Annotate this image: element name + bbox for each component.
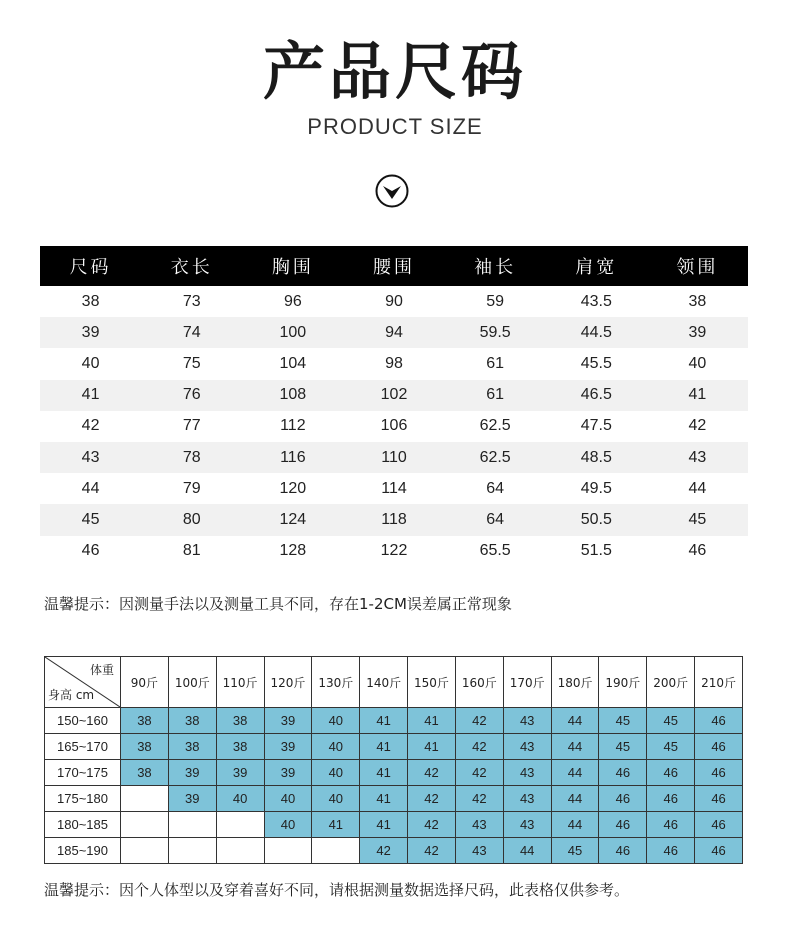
size-table-cell: 48.5 xyxy=(546,442,647,473)
recommended-size-cell: 38 xyxy=(168,708,216,734)
size-table-cell: 77 xyxy=(182,417,201,435)
recommended-size-cell: 40 xyxy=(312,786,360,812)
header-sleeve: 袖长 xyxy=(445,246,546,286)
size-table-cell: 100 xyxy=(242,317,343,348)
size-table-cell: 44.5 xyxy=(546,317,647,348)
size-table-row xyxy=(40,473,748,504)
weight-header-cell: 100斤 xyxy=(168,657,216,708)
recommended-size-cell: 40 xyxy=(312,760,360,786)
recommended-size-cell xyxy=(168,812,216,838)
recommended-size-cell: 41 xyxy=(408,708,456,734)
size-table-cell: 102 xyxy=(343,380,444,411)
recommended-size-cell: 40 xyxy=(264,786,312,812)
size-table-cell: 45 xyxy=(40,504,141,535)
recommended-size-cell xyxy=(216,838,264,864)
size-table-cell: 98 xyxy=(385,354,403,372)
size-table-cell: 62.5 xyxy=(445,442,546,473)
weight-header-cell: 170斤 xyxy=(503,657,551,708)
recommended-size-cell: 41 xyxy=(360,786,408,812)
recommended-size-cell: 42 xyxy=(455,708,503,734)
size-table-cell: 94 xyxy=(343,317,444,348)
recommended-size-cell: 38 xyxy=(216,708,264,734)
size-table-cell: 75 xyxy=(182,354,201,372)
recommended-size-cell: 43 xyxy=(503,734,551,760)
recommended-size-cell: 41 xyxy=(360,734,408,760)
recommended-size-cell: 46 xyxy=(695,838,743,864)
recommended-size-cell: 46 xyxy=(647,812,695,838)
recommended-size-cell: 39 xyxy=(264,708,312,734)
recommended-size-cell: 46 xyxy=(695,708,743,734)
recommended-size-cell xyxy=(168,838,216,864)
recommended-size-cell: 45 xyxy=(647,734,695,760)
recommended-size-cell: 41 xyxy=(312,812,360,838)
recommended-size-cell: 46 xyxy=(695,734,743,760)
recommendation-table-body xyxy=(45,657,743,864)
recommended-size-cell: 40 xyxy=(312,708,360,734)
height-range-cell: 165~170 xyxy=(45,734,121,760)
header-chest: 胸围 xyxy=(242,246,343,286)
size-table-cell: 124 xyxy=(242,504,343,535)
recommended-size-cell: 43 xyxy=(503,786,551,812)
size-table-cell: 81 xyxy=(182,542,201,560)
recommended-size-cell: 46 xyxy=(695,786,743,812)
height-range-cell: 175~180 xyxy=(45,786,121,812)
size-table-cell: 43 xyxy=(40,442,141,473)
recommended-size-cell: 46 xyxy=(599,786,647,812)
size-table-cell: 59.5 xyxy=(445,317,546,348)
weight-header-cell: 120斤 xyxy=(264,657,312,708)
size-chart-table xyxy=(40,246,748,567)
weight-header-cell: 210斤 xyxy=(695,657,743,708)
chevron-down-circle-icon xyxy=(375,174,409,208)
recommended-size-cell: 44 xyxy=(551,734,599,760)
size-table-cell: 96 xyxy=(283,292,302,310)
weight-header-cell: 180斤 xyxy=(551,657,599,708)
size-table-cell: 116 xyxy=(242,442,343,473)
size-table-cell: 112 xyxy=(280,417,306,435)
recommended-size-cell: 46 xyxy=(695,812,743,838)
size-table-cell: 43.5 xyxy=(580,292,612,310)
size-table-row xyxy=(40,317,748,348)
size-table-row xyxy=(40,286,748,317)
size-table-cell: 40 xyxy=(81,354,100,372)
size-table-cell: 42 xyxy=(688,417,707,435)
size-table-cell: 76 xyxy=(141,380,242,411)
weight-header-cell: 90斤 xyxy=(121,657,169,708)
size-table-cell: 46 xyxy=(81,542,100,560)
recommended-size-cell: 41 xyxy=(408,734,456,760)
recommended-size-cell: 42 xyxy=(408,786,456,812)
size-table-cell: 120 xyxy=(279,479,307,497)
size-table-cell: 64 xyxy=(486,479,505,497)
size-table-row xyxy=(40,411,748,442)
weight-header-cell: 140斤 xyxy=(360,657,408,708)
size-table-cell: 50.5 xyxy=(546,504,647,535)
recommended-size-cell: 38 xyxy=(168,734,216,760)
size-table-cell: 40 xyxy=(688,354,707,372)
size-table-cell: 43 xyxy=(647,442,748,473)
recommended-size-cell: 41 xyxy=(360,708,408,734)
size-table-cell: 45.5 xyxy=(580,354,612,372)
size-table-cell: 44 xyxy=(688,479,707,497)
size-table-cell: 114 xyxy=(381,479,407,497)
recommended-size-cell: 46 xyxy=(695,760,743,786)
recommended-size-cell: 42 xyxy=(455,760,503,786)
recommended-size-cell: 46 xyxy=(647,838,695,864)
header-size: 尺码 xyxy=(40,246,141,286)
size-recommendation-table xyxy=(44,656,743,864)
recommended-size-cell xyxy=(312,838,360,864)
weight-header-cell: 150斤 xyxy=(408,657,456,708)
size-table-cell: 80 xyxy=(141,504,242,535)
recommended-size-cell: 39 xyxy=(264,760,312,786)
recommended-size-cell: 44 xyxy=(551,786,599,812)
recommended-size-cell: 44 xyxy=(551,708,599,734)
size-table-cell: 79 xyxy=(182,479,201,497)
height-row xyxy=(45,760,743,786)
height-row xyxy=(45,734,743,760)
size-table-cell: 39 xyxy=(647,317,748,348)
page-title: 产品尺码 xyxy=(262,35,527,108)
recommended-size-cell: 46 xyxy=(599,760,647,786)
weight-header-row xyxy=(45,657,743,708)
recommended-size-cell xyxy=(264,838,312,864)
size-table-cell: 41 xyxy=(647,380,748,411)
recommended-size-cell: 43 xyxy=(503,760,551,786)
recommended-size-cell: 43 xyxy=(503,812,551,838)
size-table-header xyxy=(40,246,748,286)
header-collar: 领围 xyxy=(647,246,748,286)
size-table-row xyxy=(40,380,748,411)
recommended-size-cell: 39 xyxy=(168,760,216,786)
recommended-size-cell: 38 xyxy=(121,734,169,760)
recommended-size-cell: 40 xyxy=(312,734,360,760)
size-table-cell: 47.5 xyxy=(580,417,612,435)
size-table-cell: 110 xyxy=(343,442,444,473)
size-table-cell: 49.5 xyxy=(580,479,612,497)
recommended-size-cell: 46 xyxy=(599,838,647,864)
size-table-cell: 74 xyxy=(141,317,242,348)
recommended-size-cell: 44 xyxy=(503,838,551,864)
size-table-cell: 90 xyxy=(385,292,403,310)
recommended-size-cell: 46 xyxy=(647,760,695,786)
recommended-size-cell: 46 xyxy=(647,786,695,812)
recommended-size-cell: 44 xyxy=(551,760,599,786)
header-shoulder: 肩宽 xyxy=(546,246,647,286)
size-table-cell: 78 xyxy=(141,442,242,473)
recommended-size-cell: 46 xyxy=(599,812,647,838)
table-corner-cell xyxy=(45,657,121,708)
height-range-cell: 180~185 xyxy=(45,812,121,838)
recommended-size-cell: 45 xyxy=(599,708,647,734)
size-table-row xyxy=(40,504,748,535)
recommended-size-cell: 45 xyxy=(551,838,599,864)
weight-header-cell: 190斤 xyxy=(599,657,647,708)
recommended-size-cell: 39 xyxy=(216,760,264,786)
size-table-body xyxy=(40,286,748,567)
size-table-cell: 73 xyxy=(182,292,201,310)
recommended-size-cell: 38 xyxy=(121,760,169,786)
height-row xyxy=(45,812,743,838)
size-table-cell: 104 xyxy=(279,354,307,372)
reference-note: 温馨提示：因个人体型以及穿着喜好不同，请根据测量数据选择尺码，此表格仅供参考。 xyxy=(44,881,630,899)
size-table-cell: 64 xyxy=(445,504,546,535)
recommended-size-cell: 42 xyxy=(455,786,503,812)
height-row xyxy=(45,708,743,734)
recommended-size-cell: 39 xyxy=(168,786,216,812)
recommended-size-cell: 43 xyxy=(455,838,503,864)
size-table-cell: 44 xyxy=(81,479,100,497)
recommended-size-cell xyxy=(121,812,169,838)
size-table-row xyxy=(40,442,748,473)
recommended-size-cell: 43 xyxy=(455,812,503,838)
weight-header-cell: 160斤 xyxy=(455,657,503,708)
size-table-cell: 108 xyxy=(242,380,343,411)
recommended-size-cell: 43 xyxy=(503,708,551,734)
size-table-row xyxy=(40,536,748,567)
recommended-size-cell xyxy=(121,786,169,812)
recommended-size-cell: 45 xyxy=(599,734,647,760)
size-table-cell: 128 xyxy=(279,542,307,560)
recommended-size-cell xyxy=(216,812,264,838)
height-axis-label: 身高 cm xyxy=(48,688,95,702)
recommended-size-cell: 41 xyxy=(360,812,408,838)
recommended-size-cell: 45 xyxy=(647,708,695,734)
size-table-cell: 42 xyxy=(81,417,100,435)
recommended-size-cell: 38 xyxy=(121,708,169,734)
size-table-cell: 59 xyxy=(486,292,505,310)
size-table-cell: 45 xyxy=(647,504,748,535)
size-table-cell: 38 xyxy=(81,292,100,310)
size-table-cell: 61 xyxy=(486,354,505,372)
weight-axis-label: 体重 xyxy=(89,663,114,677)
size-table-cell: 51.5 xyxy=(580,542,612,560)
weight-header-cell: 200斤 xyxy=(647,657,695,708)
size-table-cell: 41 xyxy=(40,380,141,411)
size-table-cell: 46 xyxy=(688,542,707,560)
page-subtitle: PRODUCT SIZE xyxy=(307,114,483,139)
size-table-cell: 118 xyxy=(343,504,444,535)
recommended-size-cell: 40 xyxy=(216,786,264,812)
weight-header-cell: 110斤 xyxy=(216,657,264,708)
size-table-cell: 39 xyxy=(40,317,141,348)
recommended-size-cell: 42 xyxy=(360,838,408,864)
size-table-cell: 106 xyxy=(380,417,408,435)
header-waist: 腰围 xyxy=(343,246,444,286)
size-table-cell: 46.5 xyxy=(546,380,647,411)
measurement-note: 温馨提示：因测量手法以及测量工具不同，存在1-2CM误差属正常现象 xyxy=(44,595,512,613)
size-table-row xyxy=(40,348,748,379)
header-length: 衣长 xyxy=(141,246,242,286)
size-table-cell: 38 xyxy=(688,292,707,310)
recommended-size-cell: 44 xyxy=(551,812,599,838)
recommended-size-cell: 42 xyxy=(455,734,503,760)
recommended-size-cell xyxy=(121,838,169,864)
recommended-size-cell: 39 xyxy=(264,734,312,760)
height-range-cell: 150~160 xyxy=(45,708,121,734)
size-table-cell: 62.5 xyxy=(479,417,511,435)
height-row xyxy=(45,786,743,812)
recommended-size-cell: 38 xyxy=(216,734,264,760)
height-range-cell: 185~190 xyxy=(45,838,121,864)
size-table-cell: 65.5 xyxy=(479,542,511,560)
height-range-cell: 170~175 xyxy=(45,760,121,786)
size-table-cell: 61 xyxy=(445,380,546,411)
recommended-size-cell: 41 xyxy=(360,760,408,786)
recommended-size-cell: 40 xyxy=(264,812,312,838)
recommended-size-cell: 42 xyxy=(408,760,456,786)
height-row xyxy=(45,838,743,864)
size-table-cell: 122 xyxy=(380,542,408,560)
recommended-size-cell: 42 xyxy=(408,838,456,864)
recommended-size-cell: 42 xyxy=(408,812,456,838)
weight-header-cell: 130斤 xyxy=(312,657,360,708)
